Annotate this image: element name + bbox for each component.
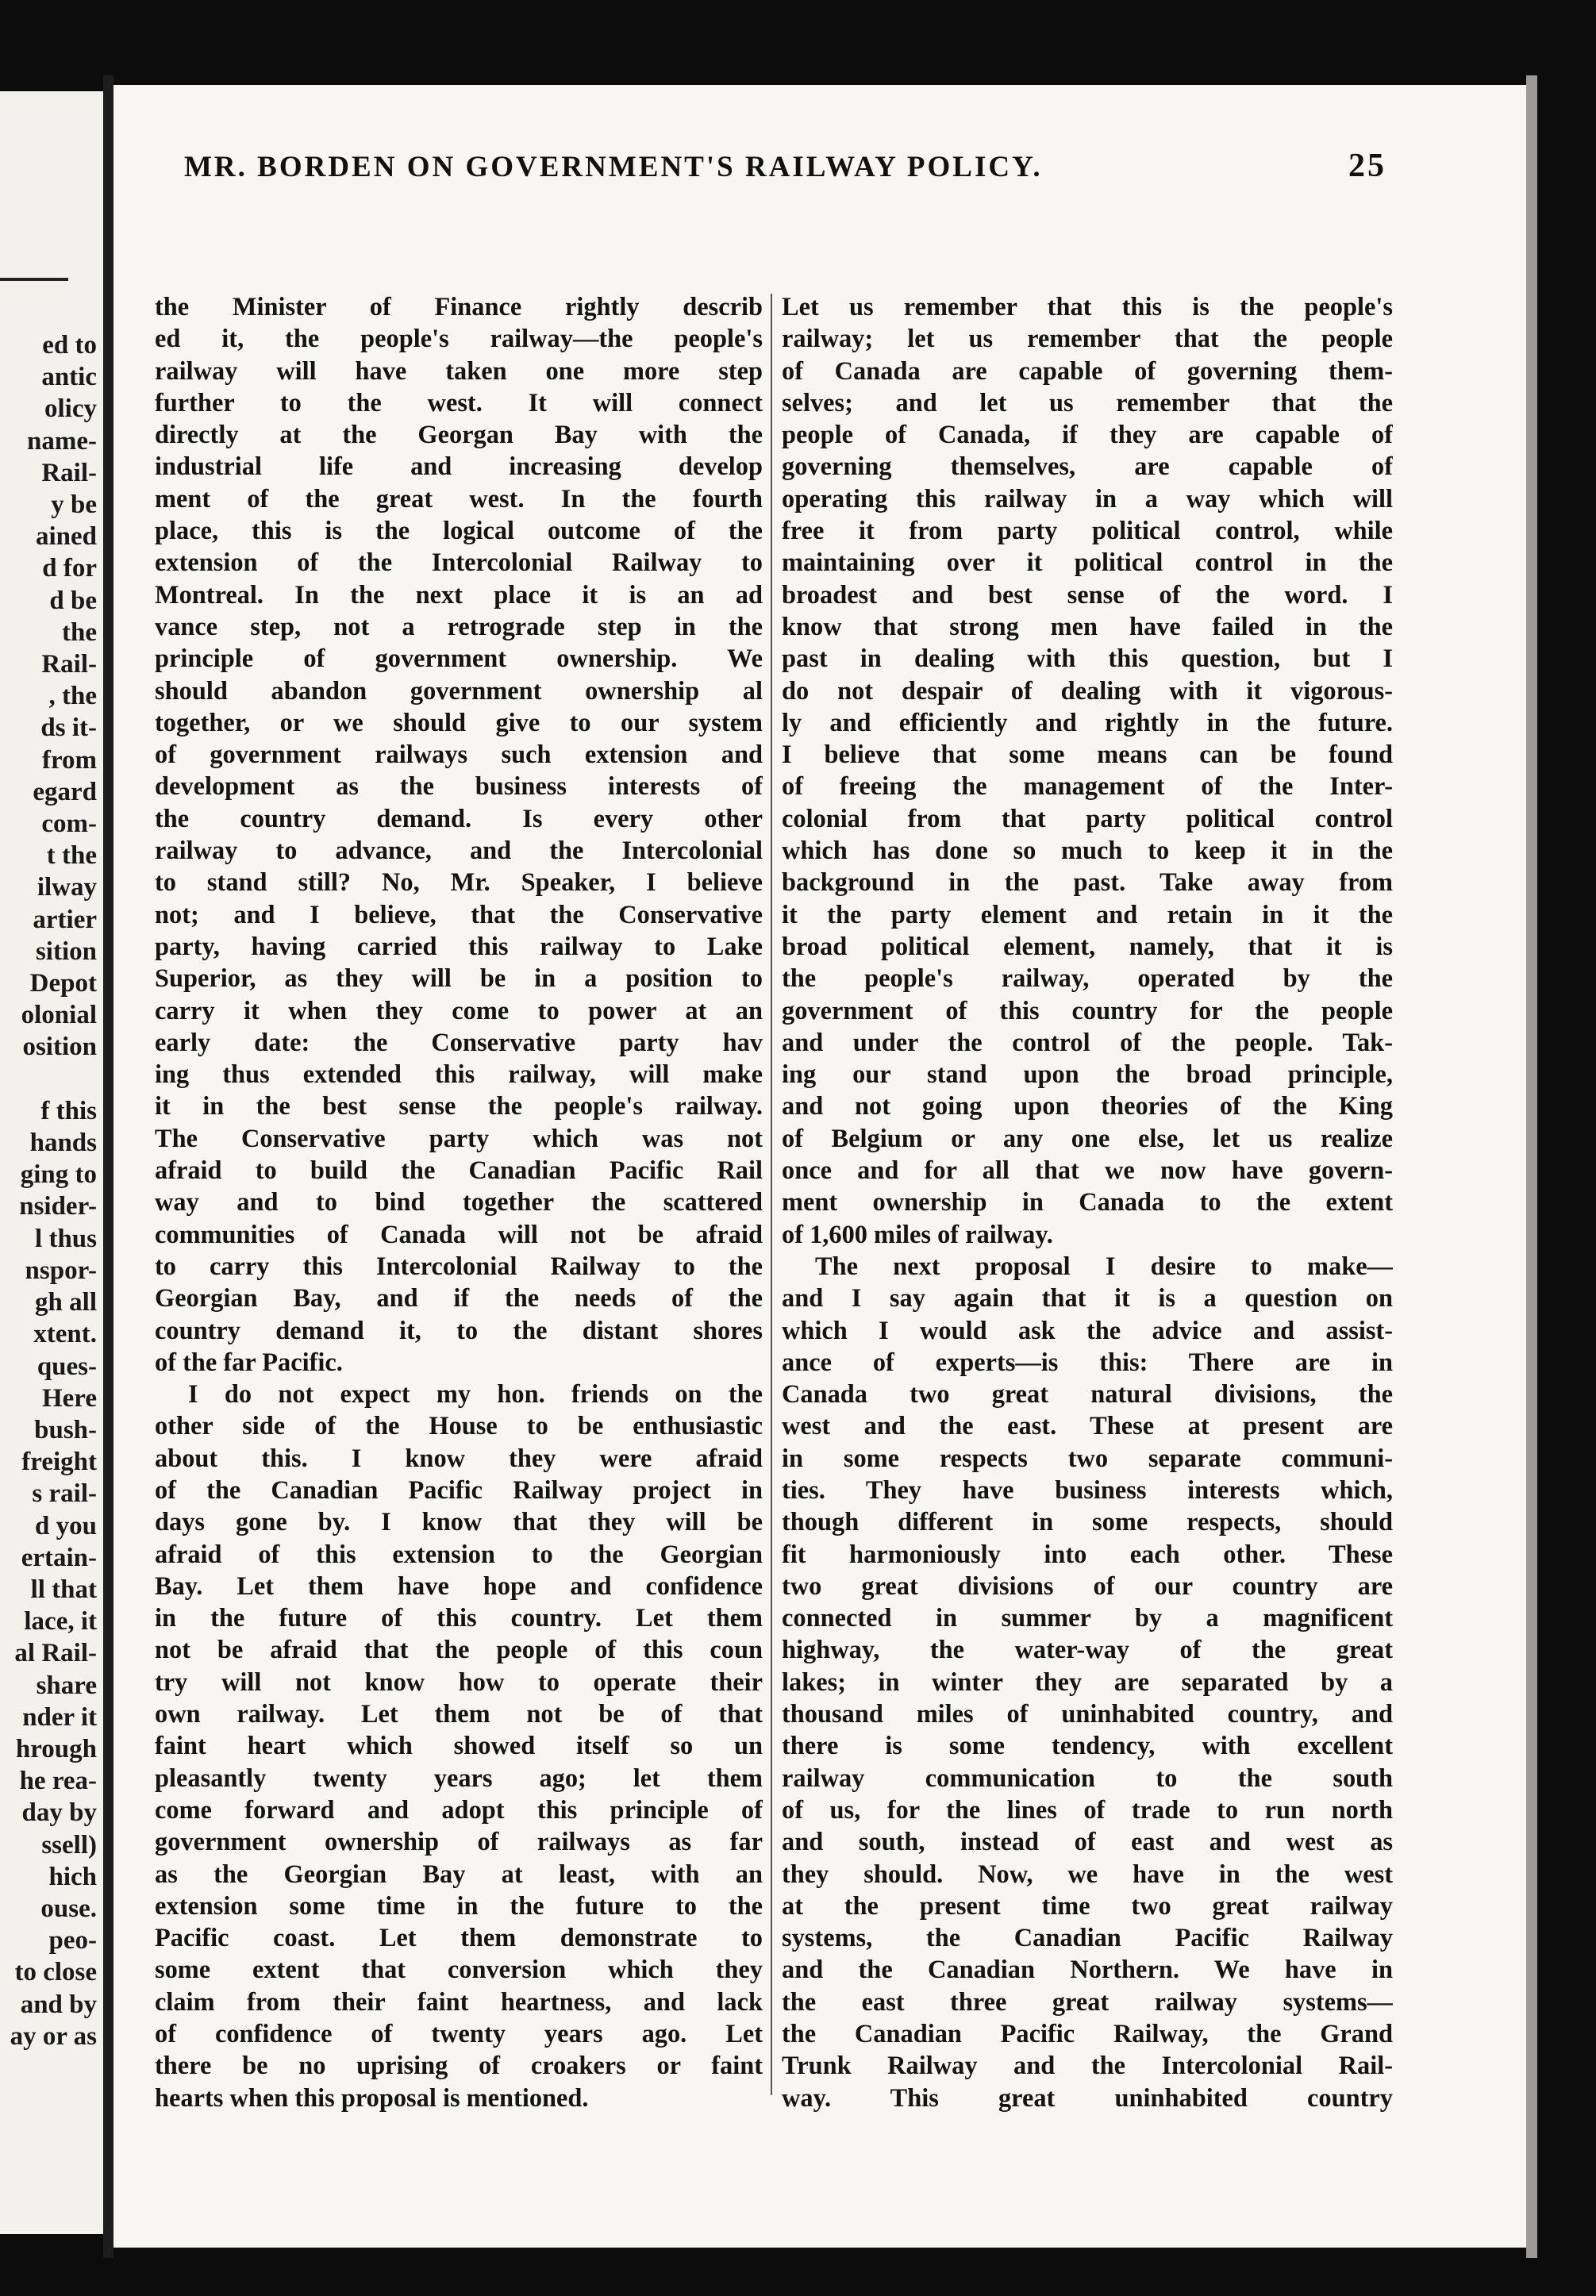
fragment-line: egard — [33, 777, 97, 806]
fragment-line: lace, it — [24, 1607, 97, 1636]
text-line: the country demand. Is every other — [155, 804, 763, 833]
text-line: colonial from that party political control — [782, 804, 1393, 833]
text-line: to stand still? No, Mr. Speaker, I believe — [155, 868, 763, 898]
column-divider — [771, 294, 772, 2095]
fragment-line: ouse. — [40, 1894, 97, 1923]
fragment-line: day by — [21, 1798, 97, 1828]
text-line: at the present time two great railway — [782, 1891, 1393, 1921]
fragment-line: d be — [49, 586, 97, 615]
fragment-line: ll that — [30, 1575, 97, 1604]
text-line: the people's railway, operated by the — [782, 964, 1393, 994]
fragment-line: xtent. — [33, 1320, 97, 1349]
text-line: principle of government ownership. We — [155, 644, 763, 674]
fragment-line: nspor- — [25, 1256, 97, 1285]
previous-page-text — [0, 329, 97, 2052]
text-line: railway will have taken one more step — [155, 356, 763, 386]
fragment-line: nsider- — [19, 1192, 97, 1221]
text-line: Montreal. In the next place it is an ad — [155, 580, 763, 610]
text-line: west and the east. These at present are — [782, 1412, 1393, 1441]
text-line: ment of the great west. In the fourth — [155, 484, 763, 513]
text-line: party, having carried this railway to Lake — [155, 932, 763, 961]
text-line: which has done so much to keep it in the — [782, 836, 1393, 866]
text-line: government of this country for the people — [782, 996, 1393, 1025]
fragment-line: ging to — [20, 1160, 97, 1190]
text-line: about this. I know they were afraid — [155, 1444, 763, 1473]
text-line: and south, instead of east and west as — [782, 1828, 1393, 1857]
text-line: systems, the Canadian Pacific Railway — [782, 1924, 1393, 1953]
fragment-line: bush- — [34, 1415, 97, 1444]
fragment-line: d for — [42, 554, 97, 583]
previous-page-fragment — [0, 91, 106, 2234]
text-line: people of Canada, if they are capable of — [782, 421, 1393, 450]
text-line: ties. They have business interests which, — [782, 1475, 1393, 1505]
text-line: it in the best sense the people's railway. — [155, 1092, 763, 1121]
fragment-line: ed to — [42, 331, 97, 360]
text-line: not; and I believe, that the Conservative — [155, 900, 763, 929]
fragment-line: l thus — [35, 1224, 97, 1253]
text-line: communities of Canada will not be afraid — [155, 1220, 763, 1249]
text-line: afraid to build the Canadian Pacific Rail — [155, 1156, 763, 1186]
text-line: pleasantly twenty years ago; let them — [155, 1763, 763, 1793]
fragment-line: com- — [41, 810, 97, 839]
text-line: Bay. Let them have hope and confidence — [155, 1571, 763, 1601]
text-line: and the Canadian Northern. We have in — [782, 1956, 1393, 1985]
fragment-line: ssell) — [41, 1830, 97, 1859]
text-line: Superior, as they will be in a position to — [155, 964, 763, 994]
running-head-title: MR. BORDEN ON GOVERNMENT'S RAILWAY POLICY. — [184, 151, 1043, 183]
text-line: of 1,600 miles of railway. — [782, 1220, 1053, 1249]
fragment-line: al Rail- — [14, 1639, 97, 1668]
fragment-line: d you — [35, 1511, 97, 1540]
text-line: extension some time in the future to the — [155, 1891, 763, 1921]
text-line: governing themselves, are capable of — [782, 452, 1393, 482]
text-line: of freeing the management of the Inter- — [782, 772, 1393, 802]
text-line: further to the west. It will connect — [155, 388, 763, 417]
text-line: broad political element, namely, that it is — [782, 932, 1393, 961]
text-line: country demand it, to the distant shores — [155, 1316, 763, 1345]
text-line: own railway. Let them not be of that — [155, 1700, 763, 1729]
text-line: extension of the Intercolonial Railway to — [155, 548, 763, 578]
text-line: way. This great uninhabited country — [782, 2083, 1393, 2113]
text-line: Pacific coast. Let them demonstrate to — [155, 1924, 763, 1953]
fragment-line: freight — [21, 1448, 97, 1477]
text-line: and not going upon theories of the King — [782, 1092, 1393, 1121]
fragment-line: Depot — [29, 969, 97, 998]
text-line: vance step, not a retrograde step in the — [155, 612, 763, 641]
text-line: to carry this Intercolonial Railway to the — [155, 1252, 763, 1281]
running-head — [184, 147, 1386, 185]
fragment-line: name- — [27, 426, 97, 456]
fragment-line: share — [36, 1671, 97, 1700]
text-line: maintaining over it political control in the — [782, 548, 1393, 578]
fragment-line: ained — [35, 522, 97, 552]
text-line: two great divisions of our country are — [782, 1571, 1393, 1601]
fragment-line: and by — [20, 1990, 97, 2019]
section-rule — [0, 278, 68, 281]
fragment-line: ertain- — [21, 1543, 97, 1572]
fragment-line: antic — [41, 363, 97, 392]
fragment-line: Rail- — [41, 650, 97, 679]
fragment-line: olicy — [44, 394, 97, 424]
text-line: railway communication to the south — [782, 1763, 1393, 1793]
text-line: afraid of this extension to the Georgian — [155, 1540, 763, 1569]
text-line: and I say again that it is a question on — [782, 1284, 1393, 1313]
text-line: once and for all that we now have govern- — [782, 1156, 1393, 1186]
text-line: as the Georgian Bay at least, with an — [155, 1859, 763, 1889]
fragment-line: Here — [41, 1383, 97, 1413]
text-line: place, this is the logical outcome of the — [155, 517, 763, 546]
text-line: selves; and let us remember that the — [782, 388, 1393, 417]
text-line: past in dealing with this question, but I — [782, 644, 1393, 674]
fragment-line: , the — [48, 682, 97, 711]
fragment-line: the — [62, 617, 97, 647]
text-line: know that strong men have failed in the — [782, 612, 1393, 641]
text-line: do not despair of dealing with it vigorous- — [782, 676, 1393, 706]
right-text-column — [782, 291, 1393, 2114]
text-line: ed it, the people's railway—the people's — [155, 325, 763, 354]
text-line: thousand miles of uninhabited country, and — [782, 1700, 1393, 1729]
text-line: railway to advance, and the Intercolonial — [155, 836, 763, 866]
fragment-line: osition — [22, 1033, 97, 1062]
fragment-line — [0, 1063, 97, 1095]
page-edge — [1526, 75, 1537, 2258]
text-line: days gone by. I know that they will be — [155, 1508, 763, 1537]
text-line: the Canadian Pacific Railway, the Grand — [782, 2020, 1393, 2049]
text-line: though different in some respects, should — [782, 1508, 1393, 1537]
fragment-line: nder it — [22, 1702, 97, 1732]
text-line: Let us remember that this is the people's — [782, 293, 1393, 321]
fragment-line: hrough — [15, 1734, 97, 1763]
text-line: the Minister of Finance rightly describ — [155, 293, 763, 321]
text-line: which I would ask the advice and assist- — [782, 1316, 1393, 1345]
text-line: operating this railway in a way which will — [782, 484, 1393, 513]
text-line: not be afraid that the people of this coun — [155, 1636, 763, 1665]
fragment-line: ay or as — [10, 2021, 97, 2051]
fragment-line: t the — [46, 841, 97, 871]
text-line: way and to bind together the scattered — [155, 1188, 763, 1217]
text-line: there is some tendency, with excellent — [782, 1732, 1393, 1761]
text-line: in the future of this country. Let them — [155, 1604, 763, 1633]
text-line: some extent that conversion which they — [155, 1956, 763, 1985]
text-line: I do not expect my hon. friends on the — [188, 1380, 763, 1410]
text-line: and under the control of the people. Tak- — [782, 1028, 1393, 1057]
text-line: ing our stand upon the broad principle, — [782, 1060, 1393, 1090]
text-line: of confidence of twenty years ago. Let — [155, 2020, 763, 2049]
text-line: of government railways such extension and — [155, 740, 763, 770]
text-line: should abandon government ownership al — [155, 676, 763, 706]
fragment-line: from — [41, 745, 97, 775]
text-line: broadest and best sense of the word. I — [782, 580, 1393, 610]
text-line: of Belgium or any one else, let us realize — [782, 1124, 1393, 1153]
text-line: in some respects two separate communi- — [782, 1444, 1393, 1473]
text-line: free it from party political control, while — [782, 517, 1393, 546]
fragment-line: Rail- — [41, 458, 97, 487]
fragment-line: ques- — [37, 1352, 97, 1381]
text-line: ly and efficiently and rightly in the future. — [782, 708, 1393, 737]
text-line: The Conservative party which was not — [155, 1124, 763, 1153]
text-line: directly at the Georgan Bay with the — [155, 421, 763, 450]
text-line: early date: the Conservative party hav — [155, 1028, 763, 1057]
text-line: it the party element and retain in it the — [782, 900, 1393, 929]
fragment-line: to close — [14, 1958, 97, 1987]
text-line: faint heart which showed itself so un — [155, 1732, 763, 1761]
text-line: Trunk Railway and the Intercolonial Rail- — [782, 2052, 1393, 2081]
fragment-line: artier — [33, 905, 97, 934]
text-line: railway; let us remember that the people — [782, 325, 1393, 354]
text-line: industrial life and increasing develop — [155, 452, 763, 482]
text-line: the east three great railway systems— — [782, 1987, 1393, 2017]
text-line: of Canada are capable of governing them- — [782, 356, 1393, 386]
text-line: claim from their faint heartness, and lack — [155, 1987, 763, 2017]
text-line: Georgian Bay, and if the needs of the — [155, 1284, 763, 1313]
text-line: of the far Pacific. — [155, 1348, 343, 1377]
fragment-line: he rea- — [19, 1767, 97, 1796]
fragment-line: olonial — [21, 1001, 97, 1030]
text-line: there be no uprising of croakers or faint — [155, 2052, 763, 2081]
text-line: The next proposal I desire to make— — [815, 1252, 1393, 1281]
text-line: ance of experts—is this: There are in — [782, 1348, 1393, 1377]
text-line: Canada two great natural divisions, the — [782, 1380, 1393, 1410]
text-line: ment ownership in Canada to the extent — [782, 1188, 1393, 1217]
text-line: of us, for the lines of trade to run north — [782, 1795, 1393, 1825]
fragment-line: ilway — [37, 873, 97, 902]
fragment-line: peo- — [48, 1926, 97, 1956]
text-line: try will not know how to operate their — [155, 1667, 763, 1697]
text-line: government ownership of railways as far — [155, 1828, 763, 1857]
text-line: they should. Now, we have in the west — [782, 1859, 1393, 1889]
text-line: background in the past. Take away from — [782, 868, 1393, 898]
text-line: highway, the water-way of the great — [782, 1636, 1393, 1665]
text-line: I believe that some means can be found — [782, 740, 1393, 770]
fragment-line: gh all — [35, 1288, 97, 1317]
text-line: together, or we should give to our system — [155, 708, 763, 737]
text-line: carry it when they come to power at an — [155, 996, 763, 1025]
text-line: other side of the House to be enthusiastic — [155, 1412, 763, 1441]
text-line: development as the business interests of — [155, 772, 763, 802]
text-line: ing thus extended this railway, will make — [155, 1060, 763, 1090]
fragment-line: y be — [51, 490, 97, 520]
text-line: hearts when this proposal is mentioned. — [155, 2083, 589, 2113]
fragment-line: f this — [40, 1096, 97, 1125]
text-line: fit harmoniously into each other. These — [782, 1540, 1393, 1569]
fragment-line: s rail- — [32, 1479, 97, 1509]
text-line: of the Canadian Pacific Railway project in — [155, 1475, 763, 1505]
fragment-line: hich — [48, 1862, 97, 1891]
page-number: 25 — [1348, 148, 1386, 184]
binding-gutter — [103, 75, 113, 2258]
fragment-line: ds it- — [40, 713, 97, 743]
left-text-column — [155, 291, 763, 2114]
fragment-line: sition — [35, 936, 97, 966]
text-line: come forward and adopt this principle of — [155, 1795, 763, 1825]
text-line: lakes; in winter they are separated by a — [782, 1667, 1393, 1697]
text-line: connected in summer by a magnificent — [782, 1604, 1393, 1633]
fragment-line: hands — [29, 1129, 97, 1158]
